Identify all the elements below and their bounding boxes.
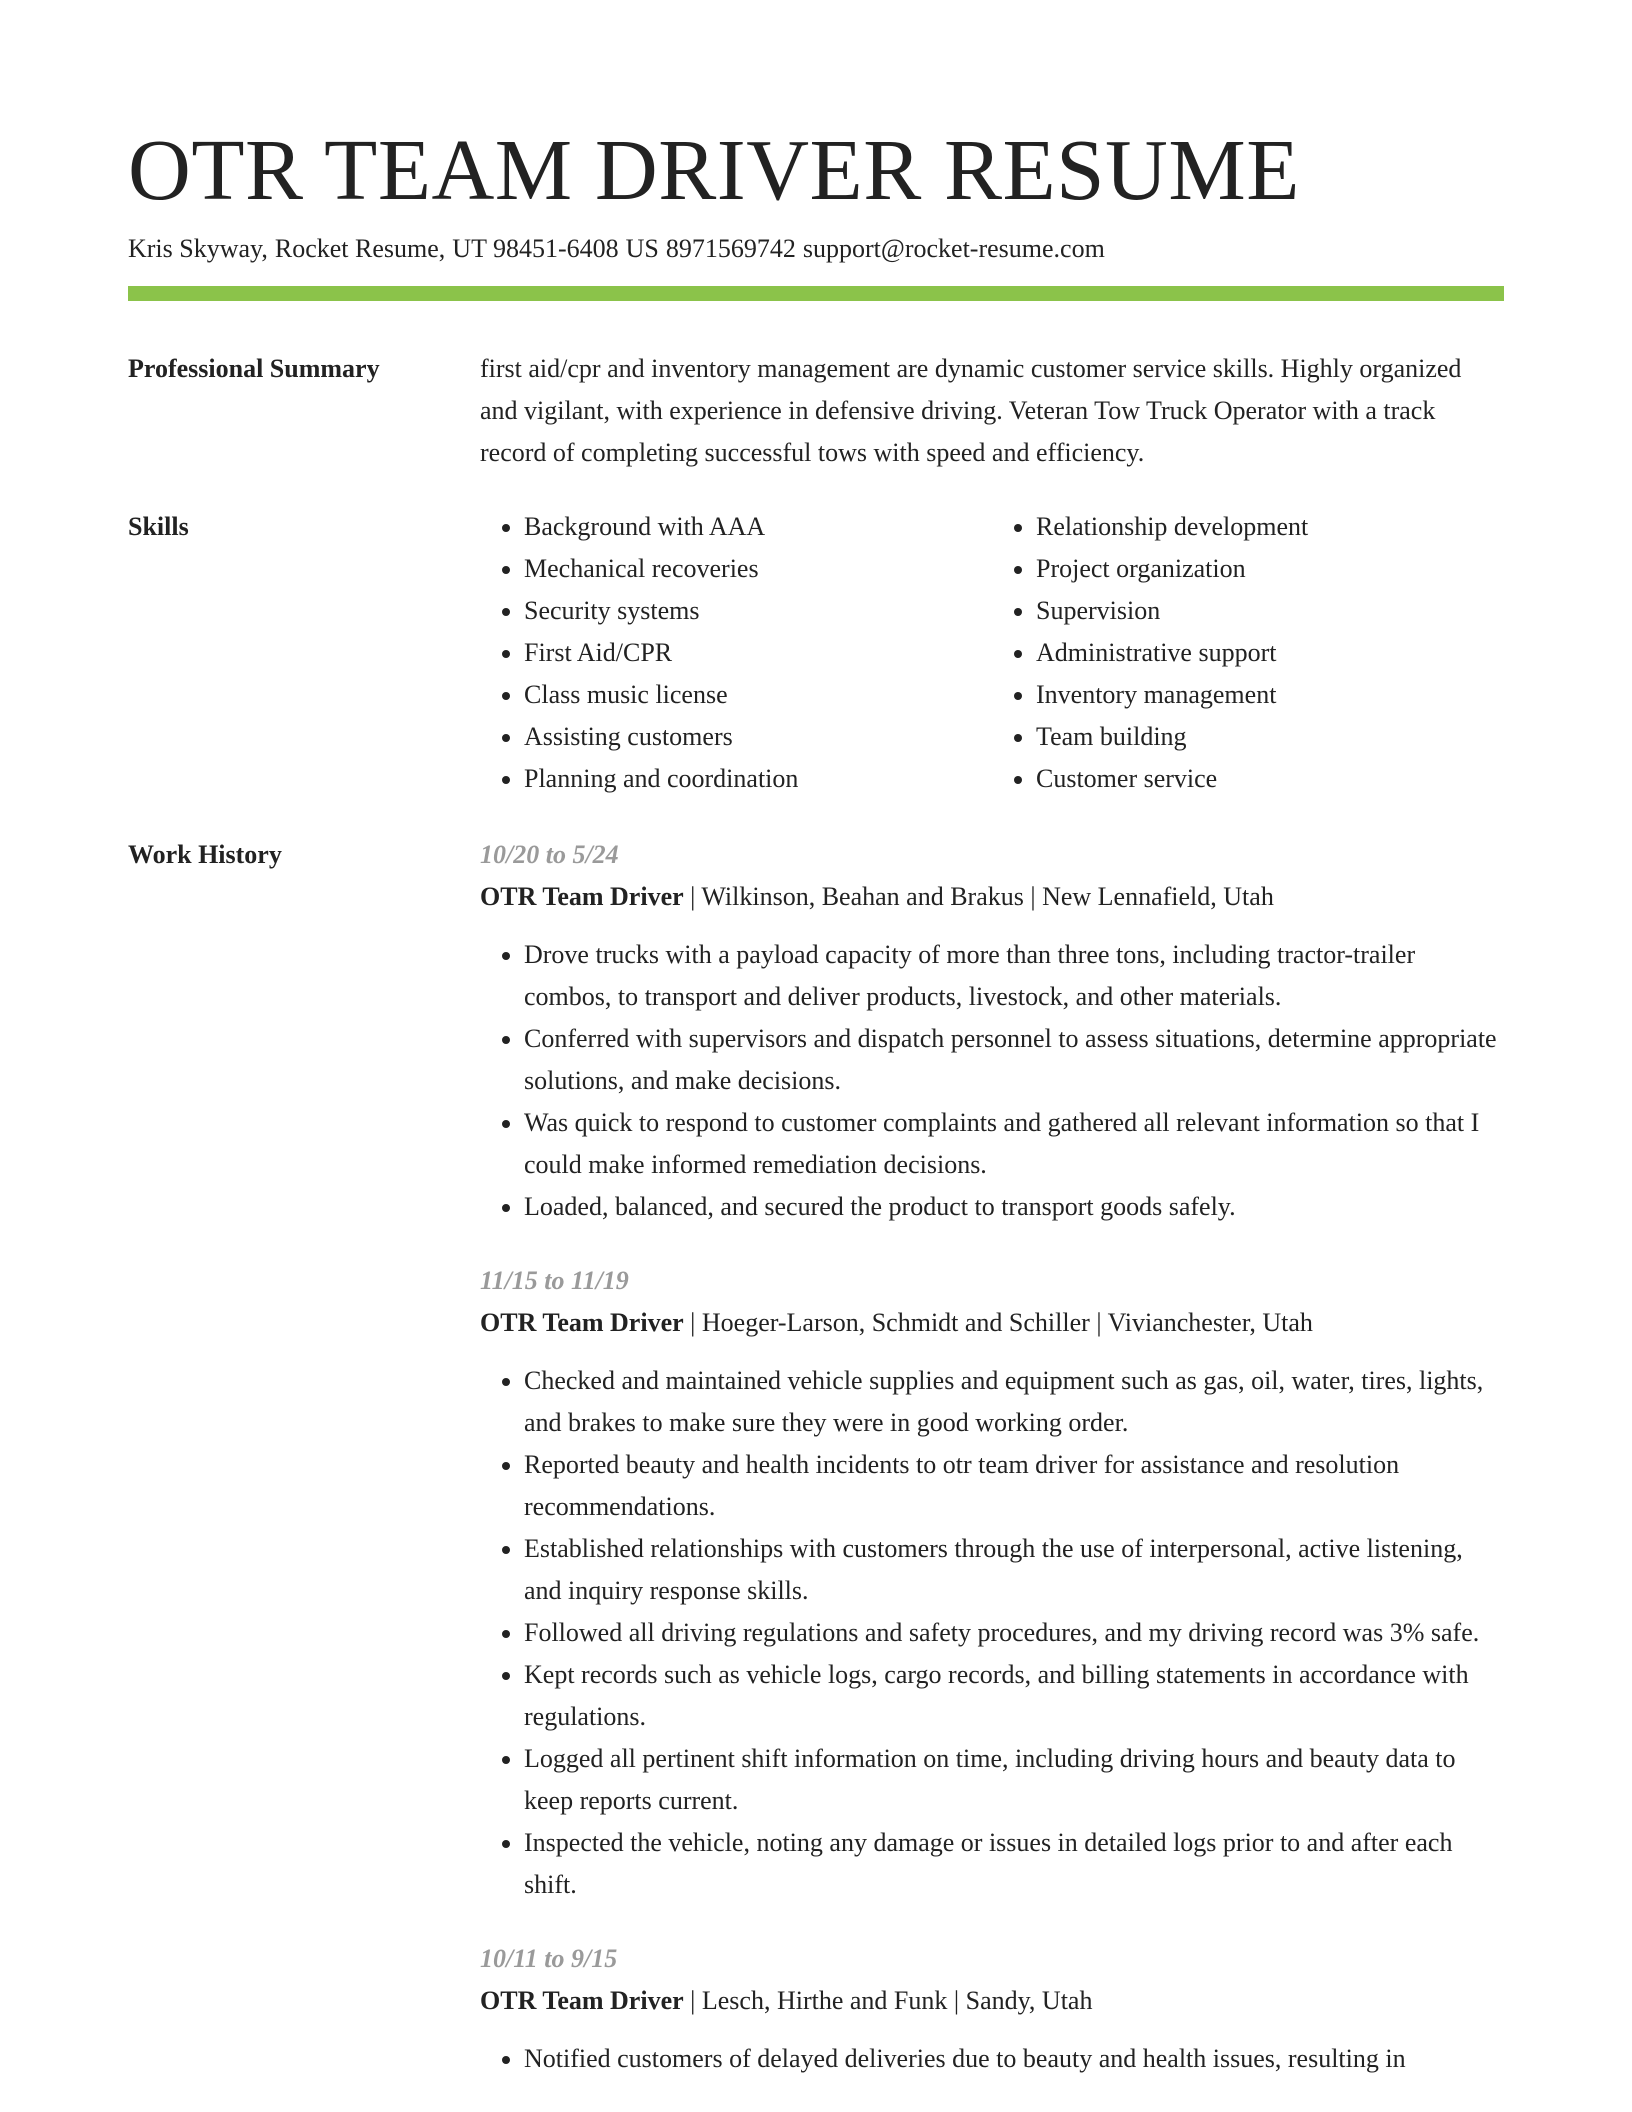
skill-item: • Supervision	[1036, 590, 1504, 632]
job-entry	[480, 1938, 1504, 2080]
contact-email: support@rocket-resume.com	[802, 234, 1105, 263]
job-header-line	[480, 876, 1504, 918]
job-bullet: • Conferred with supervisors and dispatch personnel to assess situations, determine appropriate solutions, and make decisions.	[524, 1018, 1504, 1102]
job-bullet: • Followed all driving regulations and safety procedures, and my driving record was 3% safe.	[524, 1612, 1504, 1654]
skills-columns	[480, 506, 1504, 800]
job-bullet: • Reported beauty and health incidents to otr team driver for assistance and resolution recommendations.	[524, 1444, 1504, 1528]
job-bullet: • Logged all pertinent shift information on time, including driving hours and beauty data to keep reports current.	[524, 1738, 1504, 1822]
job-title: OTR Team Driver	[480, 1308, 684, 1337]
skill-item: • First Aid/CPR	[524, 632, 992, 674]
skill-item: • Project organization	[1036, 548, 1504, 590]
job-separator: |	[953, 1986, 960, 2015]
contact-city: Rocket Resume,	[274, 234, 446, 263]
job-entry	[480, 1260, 1504, 1906]
job-separator: |	[690, 1308, 696, 1337]
job-header-line	[480, 1980, 1504, 2022]
job-bullet: • Kept records such as vehicle logs, cargo records, and billing statements in accordance with regulations.	[524, 1654, 1504, 1738]
contact-name: Kris Skyway,	[128, 234, 268, 263]
job-location: New Lennafield, Utah	[1042, 882, 1274, 911]
job-separator: |	[1030, 882, 1036, 911]
job-company: Lesch, Hirthe and Funk	[701, 1986, 948, 2015]
job-dates: 11/15 to 11/19	[480, 1266, 629, 1295]
skills-body	[480, 506, 1504, 800]
skill-item: • Security systems	[524, 590, 992, 632]
job-entry	[480, 834, 1504, 1228]
skill-item: • Class music license	[524, 674, 992, 716]
job-bullet: • Drove trucks with a payload capacity of more than three tons, including tractor-trailer combos, to transport and deliver products, livestock, and other materials.	[524, 934, 1504, 1018]
skill-item: • Planning and coordination	[524, 758, 992, 800]
skill-item: • Mechanical recoveries	[524, 548, 992, 590]
skill-item: • Inventory management	[1036, 674, 1504, 716]
skill-item: • Team building	[1036, 716, 1504, 758]
job-bullet-list	[480, 2038, 1504, 2080]
job-bullet: • Notified customers of delayed deliveries due to beauty and health issues, resulting in	[524, 2038, 1504, 2080]
section-label-work-history: Work History	[128, 840, 282, 869]
contact-state-zip: UT 98451-6408	[452, 234, 619, 263]
section-label-skills: Skills	[128, 512, 189, 541]
job-title: OTR Team Driver	[480, 1986, 684, 2015]
job-bullet: • Was quick to respond to customer complaints and gathered all relevant information so that I could make informed remediation decisions.	[524, 1102, 1504, 1186]
skills-list-left	[480, 506, 992, 800]
job-location: Sandy, Utah	[965, 1986, 1093, 2015]
skill-item: • Assisting customers	[524, 716, 992, 758]
job-company: Wilkinson, Beahan and Brakus	[701, 882, 1024, 911]
job-bullet-list	[480, 1360, 1504, 1906]
job-dates: 10/11 to 9/15	[480, 1944, 618, 1973]
job-title: OTR Team Driver	[480, 882, 684, 911]
summary-text: first aid/cpr and inventory management are dynamic customer service skills. Highly organized and vigilant, with experience in defensive driving. Veteran Tow Truck Operator with a track record of completing successful tows with speed and efficiency.	[480, 354, 1462, 467]
job-bullet: • Loaded, balanced, and secured the product to transport goods safely.	[524, 1186, 1504, 1228]
skills-list-right	[992, 506, 1504, 800]
contact-country: US	[625, 234, 659, 263]
job-separator: |	[690, 882, 696, 911]
job-location: Vivianchester, Utah	[1107, 1308, 1313, 1337]
skill-item: • Customer service	[1036, 758, 1504, 800]
job-bullet: • Inspected the vehicle, noting any damage or issues in detailed logs prior to and after each shift.	[524, 1822, 1504, 1906]
skill-item: • Relationship development	[1036, 506, 1504, 548]
job-dates: 10/20 to 5/24	[480, 840, 619, 869]
contact-phone: 8971569742	[665, 234, 796, 263]
summary-body	[480, 348, 1504, 474]
job-separator: |	[1096, 1308, 1102, 1337]
skill-item: • Administrative support	[1036, 632, 1504, 674]
job-header-line	[480, 1302, 1504, 1344]
skill-item: • Background with AAA	[524, 506, 992, 548]
work-history-body	[480, 834, 1504, 2112]
job-bullet: • Checked and maintained vehicle supplies and equipment such as gas, oil, water, tires, lights, and brakes to make sure they were in good working order.	[524, 1360, 1504, 1444]
job-company: Hoeger-Larson, Schmidt and Schiller	[701, 1308, 1090, 1337]
resume-title: OTR TEAM DRIVER RESUME	[128, 121, 1300, 218]
job-bullet: • Established relationships with customers through the use of interpersonal, active listening, and inquiry response skills.	[524, 1528, 1504, 1612]
job-bullet-list	[480, 934, 1504, 1228]
contact-line	[128, 230, 1105, 268]
job-separator: |	[690, 1986, 696, 2015]
header-divider	[128, 286, 1504, 301]
section-label-summary: Professional Summary	[128, 354, 380, 383]
